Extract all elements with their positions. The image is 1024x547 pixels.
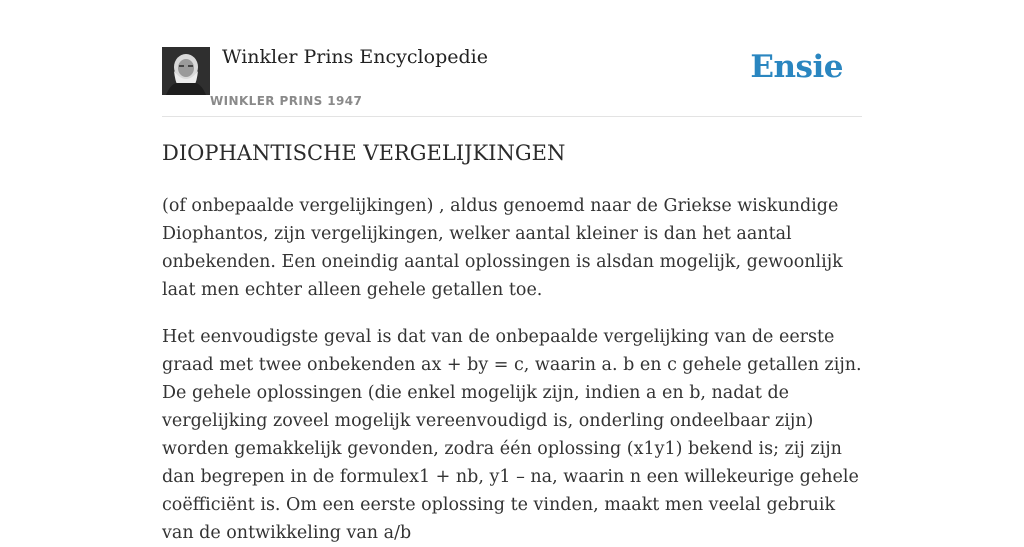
- ensie-logo[interactable]: Ensie: [750, 49, 843, 85]
- edition-label[interactable]: WINKLER PRINS 1947: [210, 94, 363, 108]
- avatar[interactable]: [162, 47, 210, 95]
- article-paragraph: Het eenvoudigste geval is dat van de onbepaalde vergelijking van de eerste graad met twee onbekenden ax + by = c, waarin a. b en c gehele getallen zijn. De gehele oplossingen (die enkel mogelijk zijn, indien a en b, nadat de vergelijking zoveel mogelijk vereenvoudigd is, onderling ondeelbaar zijn) worden gemakkelijk gevonden, zodra één oplossing (x1y1) bekend is; zij zijn dan begrepen in de formulex1 + nb, y1 – na, waarin n een willekeurige gehele coëfficiënt is. Om een eerste oplossing te vinden, maakt men veelal gebruik van de ontwikkeling van a/b: [162, 327, 862, 543]
- bearded-man-portrait-icon: [162, 47, 210, 95]
- site-header: [162, 0, 862, 117]
- article-title: DIOPHANTISCHE VERGELIJKINGEN: [162, 141, 566, 165]
- site-name[interactable]: Winkler Prins Encyclopedie: [222, 46, 488, 68]
- article-paragraph: (of onbepaalde vergelijkingen) , aldus genoemd naar de Griekse wiskundige Diophantos, zijn vergelijkingen, welker aantal kleiner is dan het aantal onbekenden. Een oneindig aantal oplossingen is alsdan mogelijk, gewoonlijk laat men echter alleen gehele getallen toe.: [162, 196, 843, 300]
- page-container: [162, 0, 862, 543]
